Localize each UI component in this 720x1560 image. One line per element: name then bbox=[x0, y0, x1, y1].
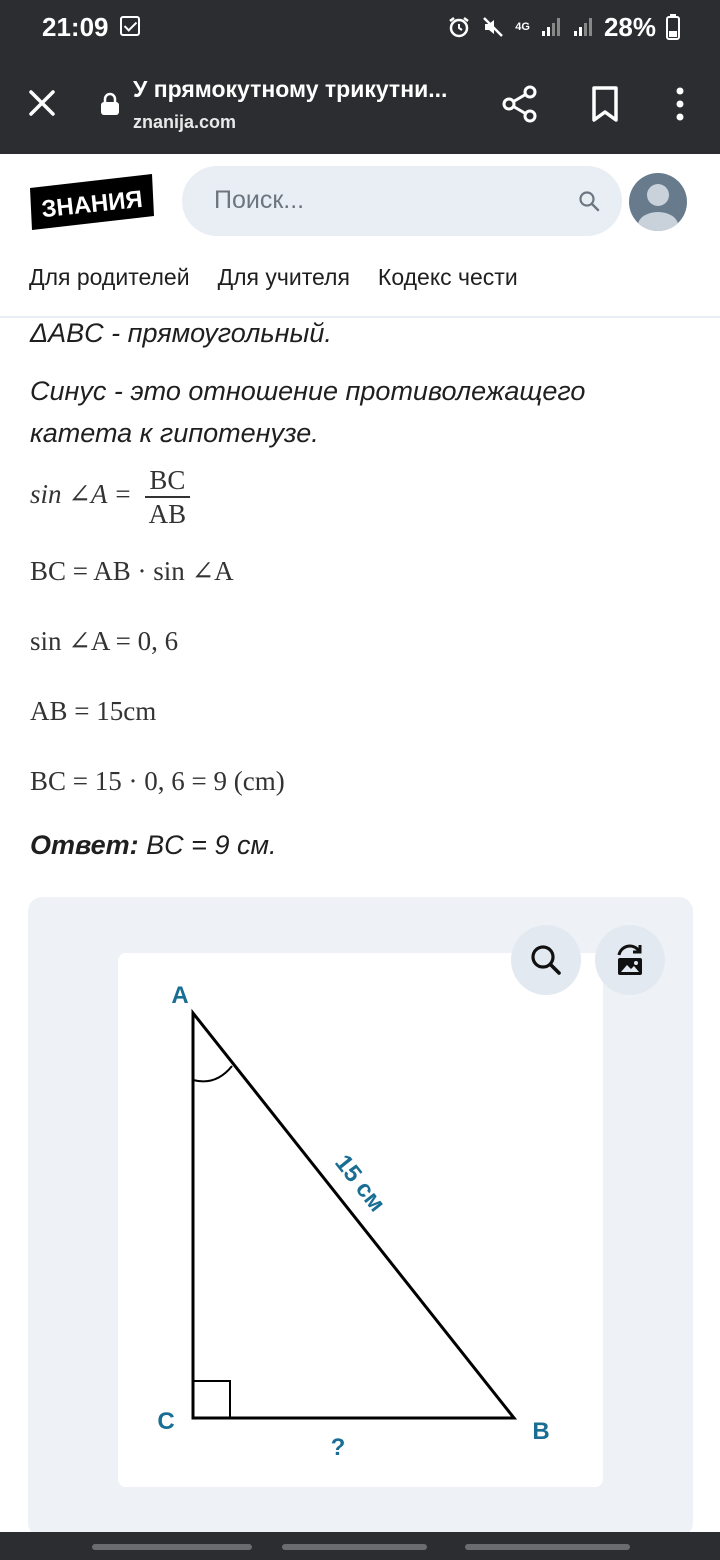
more-vertical-icon bbox=[665, 84, 695, 124]
vertex-b-label: B bbox=[532, 1418, 550, 1445]
zoom-button[interactable] bbox=[511, 925, 581, 995]
bookmark-button[interactable] bbox=[585, 84, 625, 124]
lock-icon bbox=[100, 92, 120, 116]
magnifier-icon bbox=[529, 943, 563, 977]
formula-ab-value: AB = 15cm bbox=[30, 696, 157, 726]
answer-value: BC = 9 см. bbox=[138, 830, 277, 860]
signal-icon bbox=[540, 16, 562, 38]
user-icon bbox=[629, 173, 687, 231]
fraction-numerator: BC bbox=[145, 464, 191, 498]
signal-icon bbox=[572, 16, 594, 38]
angle-a-arc bbox=[193, 1066, 232, 1081]
znanija-logo[interactable] bbox=[30, 174, 154, 230]
vertex-a-label: A bbox=[171, 982, 189, 1009]
unknown-side-label: ? bbox=[330, 1434, 346, 1461]
status-icons bbox=[447, 10, 680, 44]
nav-pill bbox=[465, 1544, 630, 1550]
nav-item-honor-code[interactable]: Кодекс чести bbox=[377, 264, 518, 290]
system-navigation-bar bbox=[0, 1532, 720, 1560]
formula-sine bbox=[30, 464, 190, 530]
nav-pill bbox=[92, 1544, 252, 1550]
logo-text: ЗНАНИЯ bbox=[40, 185, 144, 224]
nav-item-teachers[interactable]: Для учителя bbox=[217, 264, 350, 290]
formula-bc-result: BC = 15 · 0, 6 = 9 (cm) bbox=[30, 766, 285, 796]
search-input[interactable] bbox=[182, 166, 622, 236]
more-menu-button[interactable] bbox=[665, 84, 695, 124]
page-title: У прямокутному трикутни... bbox=[133, 76, 448, 102]
close-button[interactable] bbox=[22, 83, 62, 123]
vertex-c-label: C bbox=[157, 1408, 175, 1435]
nav-item-parents[interactable]: Для родителей bbox=[29, 264, 190, 290]
answer-label: Ответ: bbox=[30, 830, 139, 860]
battery-icon bbox=[666, 14, 680, 40]
answer-final bbox=[30, 830, 276, 861]
network-type: 4G bbox=[515, 21, 530, 33]
site-nav bbox=[29, 264, 518, 291]
status-bar bbox=[0, 0, 720, 56]
checkbox-icon bbox=[120, 16, 140, 36]
battery-percent: 28% bbox=[603, 11, 656, 42]
search-icon[interactable] bbox=[578, 190, 600, 212]
page-url: znanija.com bbox=[133, 112, 237, 132]
formula-fraction bbox=[145, 464, 191, 530]
share-icon bbox=[500, 84, 540, 124]
formula-bc-expression: BC = AB · sin ∠A bbox=[30, 556, 234, 586]
hypotenuse-label: 15 см bbox=[329, 1149, 391, 1217]
bookmark-icon bbox=[585, 84, 625, 124]
status-time: 21:09 bbox=[42, 12, 109, 42]
alarm-icon bbox=[447, 15, 471, 39]
formula-sine-lhs: sin ∠A = bbox=[30, 479, 132, 510]
rotate-image-icon bbox=[613, 943, 647, 977]
nav-pill bbox=[282, 1544, 427, 1550]
formula-sine-value: sin ∠A = 0, 6 bbox=[30, 626, 179, 656]
right-angle-mark bbox=[193, 1381, 230, 1418]
fraction-denominator: AB bbox=[148, 499, 187, 529]
answer-line-triangle: ΔABC - прямоугольный. bbox=[30, 318, 332, 348]
mute-icon bbox=[481, 15, 505, 39]
avatar[interactable] bbox=[629, 173, 687, 231]
close-icon bbox=[22, 83, 62, 123]
rotate-image-button[interactable] bbox=[595, 925, 665, 995]
share-button[interactable] bbox=[500, 84, 540, 124]
browser-toolbar bbox=[0, 56, 720, 154]
triangle-shape bbox=[193, 1013, 514, 1418]
search-placeholder: Поиск... bbox=[214, 186, 305, 214]
triangle-figure bbox=[118, 953, 603, 1487]
answer-line-sine-definition: Синус - это отношение противолежащего катета к гипотенузе. bbox=[30, 376, 586, 448]
